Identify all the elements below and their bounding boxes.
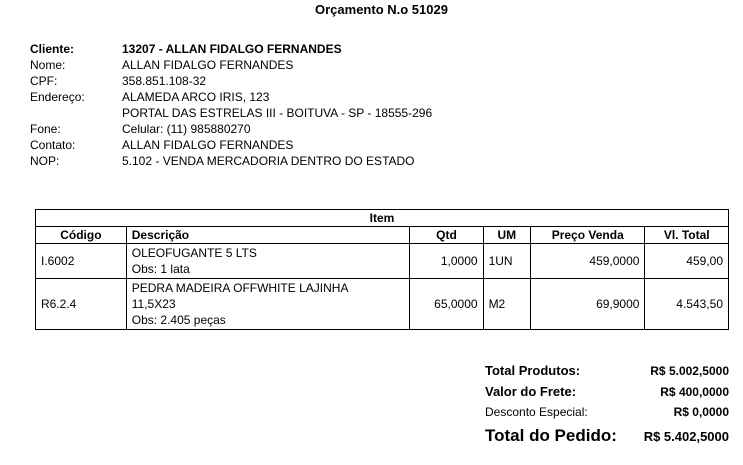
client-row-nome [30, 57, 432, 73]
valor-frete-label: Valor do Frete: [485, 384, 577, 399]
cell-codigo: R6.2.4 [36, 279, 127, 330]
descricao-obs: Obs: 1 lata [131, 262, 190, 276]
descricao-line: OLEOFUGANTE 5 LTS [131, 246, 257, 260]
nome-value: ALLAN FIDALGO FERNANDES [122, 58, 294, 72]
contato-value: ALLAN FIDALGO FERNANDES [122, 138, 294, 152]
desconto-especial-value: R$ 0,0000 [673, 405, 729, 419]
cell-preco-venda: 459,0000 [531, 244, 645, 279]
client-row-cpf [30, 73, 432, 89]
desconto-especial-row [485, 402, 729, 423]
nop-label: NOP: [30, 154, 60, 168]
valor-frete-value: R$ 400,0000 [660, 385, 729, 399]
client-info [30, 41, 432, 169]
nop-value: 5.102 - VENDA MERCADORIA DENTRO DO ESTADO [122, 154, 415, 168]
cell-vl-total: 459,00 [645, 244, 729, 279]
table-group-header-row [36, 210, 729, 227]
table-header-row [36, 227, 729, 244]
client-row-fone [30, 121, 432, 137]
contato-label: Contato: [30, 138, 76, 152]
client-row-endereco [30, 89, 432, 105]
descricao-line-2: 11,5X23 [131, 297, 176, 311]
cell-descricao [126, 279, 410, 330]
descricao-obs: Obs: 2.405 peças [131, 313, 226, 327]
total-produtos-value: R$ 5.002,5000 [650, 364, 729, 378]
fone-label: Fone: [30, 122, 61, 136]
client-row-endereco-2 [30, 105, 432, 121]
cell-codigo: I.6002 [36, 244, 127, 279]
nome-label: Nome: [30, 58, 66, 72]
client-row-nop [30, 153, 432, 169]
fone-value: Celular: (11) 985880270 [122, 122, 251, 136]
total-pedido-label: Total do Pedido: [485, 426, 617, 445]
table-group-header: Item [36, 210, 729, 227]
cell-qtd: 1,0000 [410, 244, 483, 279]
cell-um: M2 [483, 279, 530, 330]
header-codigo: Código [36, 227, 127, 244]
header-um: UM [483, 227, 530, 244]
table-row [36, 244, 729, 279]
client-label: Cliente: [30, 42, 75, 56]
total-produtos-label: Total Produtos: [485, 363, 581, 378]
cell-descricao [126, 244, 410, 279]
total-produtos-row [485, 360, 729, 381]
endereco-2-label [30, 105, 122, 121]
total-pedido-row [485, 423, 729, 449]
document-title: Orçamento N.o 51029 [315, 2, 448, 17]
valor-frete-row [485, 381, 729, 402]
cell-qtd: 65,0000 [410, 279, 483, 330]
cell-um: 1UN [483, 244, 530, 279]
totals-block [485, 360, 729, 449]
client-row-contato [30, 137, 432, 153]
endereco-2-value: PORTAL DAS ESTRELAS III - BOITUVA - SP - 18555-296 [122, 106, 433, 120]
cell-preco-venda: 69,9000 [531, 279, 645, 330]
endereco-label: Endereço: [30, 90, 85, 104]
cpf-label: CPF: [30, 74, 58, 88]
total-pedido-value: R$ 5.402,5000 [643, 429, 729, 444]
descricao-line: PEDRA MADEIRA OFFWHITE LAJINHA [131, 281, 349, 295]
header-preco-venda: Preço Venda [531, 227, 645, 244]
table-row [36, 279, 729, 330]
client-row-cliente [30, 41, 432, 57]
desconto-especial-label: Desconto Especial: [485, 405, 588, 419]
items-table [35, 209, 729, 330]
header-descricao: Descrição [126, 227, 410, 244]
client-value: 13207 - ALLAN FIDALGO FERNANDES [122, 42, 342, 56]
cell-vl-total: 4.543,50 [645, 279, 729, 330]
header-qtd: Qtd [410, 227, 483, 244]
endereco-value: ALAMEDA ARCO IRIS, 123 [122, 90, 270, 104]
cpf-value: 358.851.108-32 [122, 74, 207, 88]
header-vl-total: Vl. Total [645, 227, 729, 244]
